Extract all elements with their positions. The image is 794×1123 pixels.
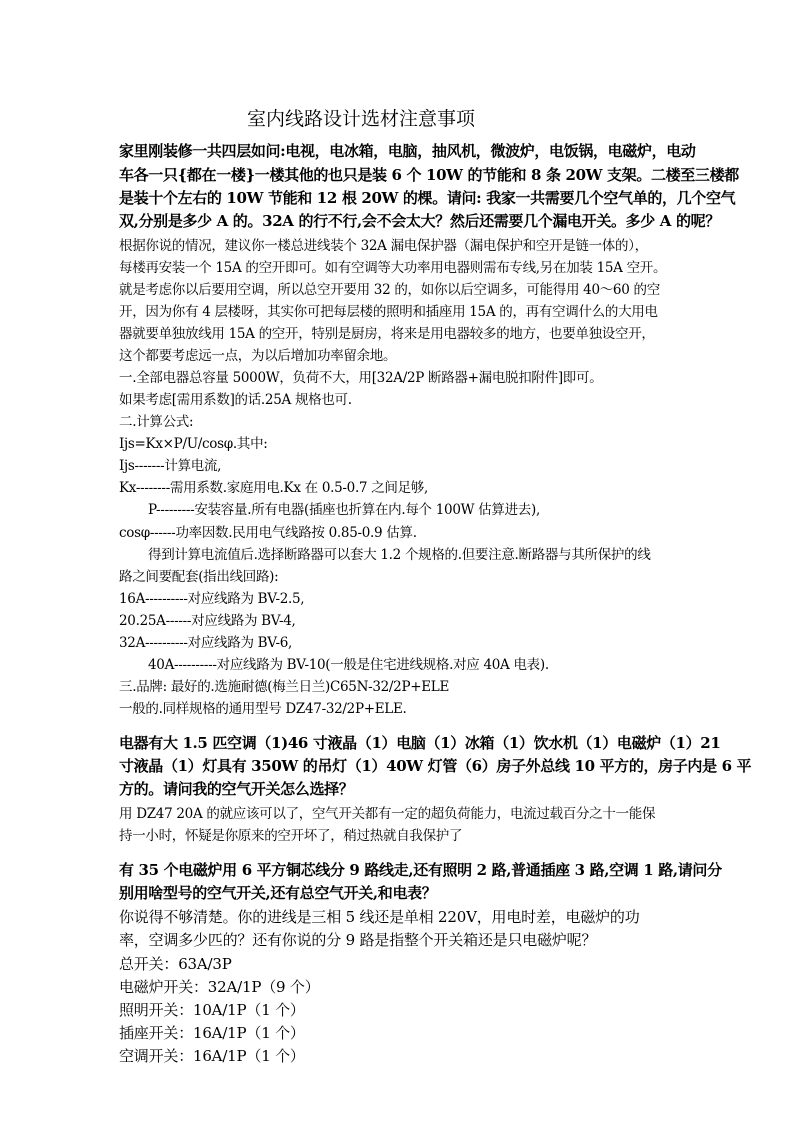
answer-line: 照明开关：10A/1P（1 个）	[119, 1001, 305, 1019]
answer-line: 根据你说的情况，建议你一楼总进线装个 32A 漏电保护器（漏电保护和空开是链一体的），	[119, 238, 648, 254]
question-line: 方的。请问我的空气开关怎么选择？	[119, 780, 354, 798]
answer-line: Ijs-------计算电流,	[119, 458, 222, 474]
answer-line: 路之间要配套(指出线回路):	[119, 569, 279, 585]
answer-line: 这个都要考虑远一点，为以后增加功率留余地。	[119, 348, 397, 364]
answer-line: 如果考虑[需用系数]的话.25A 规格也可.	[119, 392, 352, 408]
answer-line: 每楼再安装一个 15A 的空开即可。如有空调等大功率用电器则需布专线,另在加装 15A 空开。	[119, 260, 667, 276]
answer-line: 总开关：63A/3P	[119, 955, 232, 973]
answer-line: 16A----------对应线路为 BV-2.5,	[119, 591, 305, 607]
answer-line: 32A----------对应线路为 BV-6,	[119, 635, 293, 651]
answer-line: 就是考虑你以后要用空调，所以总空开要用 32 的，如你以后空调多，可能得用 40～60 的空	[119, 282, 660, 298]
answer-line: 20.25A------对应线路为 BV-4,	[119, 613, 296, 629]
question-line: 别用啥型号的空气开关,还有总空气开关,和电表？	[119, 884, 437, 902]
answer-line: 一.全部电器总容量 5000W，负荷不大，用[32A/2P 断路器+漏电脱扣附件]即可。	[119, 370, 603, 386]
answer-line: 持一小时，怀疑是你原来的空开坏了，稍过热就自我保护了	[119, 828, 463, 844]
question-line: 有 35 个电磁炉用 6 平方铜芯线分 9 路线走,还有照明 2 路,普通插座 3 路,空调 1 路,请问分	[119, 861, 722, 879]
answer-line: 器就要单独放线用 15A 的空开，特别是厨房，将来是用电器较多的地方，也要单独设空开，	[119, 326, 655, 342]
answer-line: 开，因为你有 4 层楼呀，其实你可把每层楼的照明和插座用 15A 的，再有空调什么的大用电	[119, 304, 658, 320]
answer-line: 三.品牌: 最好的.选施耐德(梅兰日兰)C65N-32/2P+ELE	[119, 679, 450, 695]
answer-line: 得到计算电流值后.选择断路器可以套大 1.2 个规格的.但要注意.断路器与其所保护的线	[148, 547, 651, 563]
answer-line: cosφ------功率因数.民用电气线路按 0.85-0.9 估算.	[119, 525, 417, 541]
answer-line: 空调开关：16A/1P（1 个）	[119, 1047, 305, 1065]
question-line: 双,分别是多少 A 的。32A 的行不行,会不会太大？然后还需要几个漏电开关。多少 A 的呢？	[119, 212, 720, 230]
answer-line: 40A----------对应线路为 BV-10(一般是住宅进线规格.对应 40A 电表).	[148, 657, 549, 673]
page-title: 室内线路设计选材注意事项	[247, 108, 476, 130]
question-line: 车各一只{都在一楼}一楼其他的也只是装 6 个 10W 的节能和 8 条 20W 支架。二楼至三楼都	[119, 166, 739, 184]
answer-line: 电磁炉开关：32A/1P（9 个）	[119, 978, 320, 996]
answer-line: 你说得不够清楚。你的进线是三相 5 线还是单相 220V，用电时差，电磁炉的功	[119, 908, 640, 926]
answer-line: Kx--------需用系数.家庭用电.Kx 在 0.5-0.7 之间足够,	[119, 480, 429, 496]
answer-line: 用 DZ47 20A 的就应该可以了，空气开关都有一定的超负荷能力，电流过载百分之十一能保	[119, 806, 656, 822]
answer-line: Ijs=Kx×P/U/cosφ.其中:	[119, 436, 268, 452]
question-line: 是装十个左右的 10W 节能和 12 根 20W 的棵。请问: 我家一共需要几个空气单的，几个空气	[119, 189, 736, 207]
answer-line: 率，空调多少匹的？还有你说的分 9 路是指整个开关箱还是只电磁炉呢？	[119, 931, 597, 949]
answer-line: 一般的.同样规格的通用型号 DZ47-32/2P+ELE.	[119, 701, 407, 717]
question-line: 家里刚装修一共四层如问:电视，电冰箱，电脑，抽风机，微波炉，电饭锅，电磁炉，电动	[119, 142, 696, 160]
question-line: 电器有大 1.5 匹空调（1)46 寸液晶（1）电脑（1）冰箱（1）饮水机（1）电磁炉（1）21	[119, 734, 721, 752]
question-line: 寸液晶（1）灯具有 350W 的吊灯（1）40W 灯管（6）房子外总线 10 平方的，房子内是 6 平	[119, 757, 752, 775]
answer-line: 插座开关：16A/1P（1 个）	[119, 1024, 305, 1042]
answer-line: 二.计算公式:	[119, 414, 194, 430]
answer-line: P---------安装容量.所有电器(插座也折算在内.每个 100W 估算进去),	[148, 502, 540, 518]
